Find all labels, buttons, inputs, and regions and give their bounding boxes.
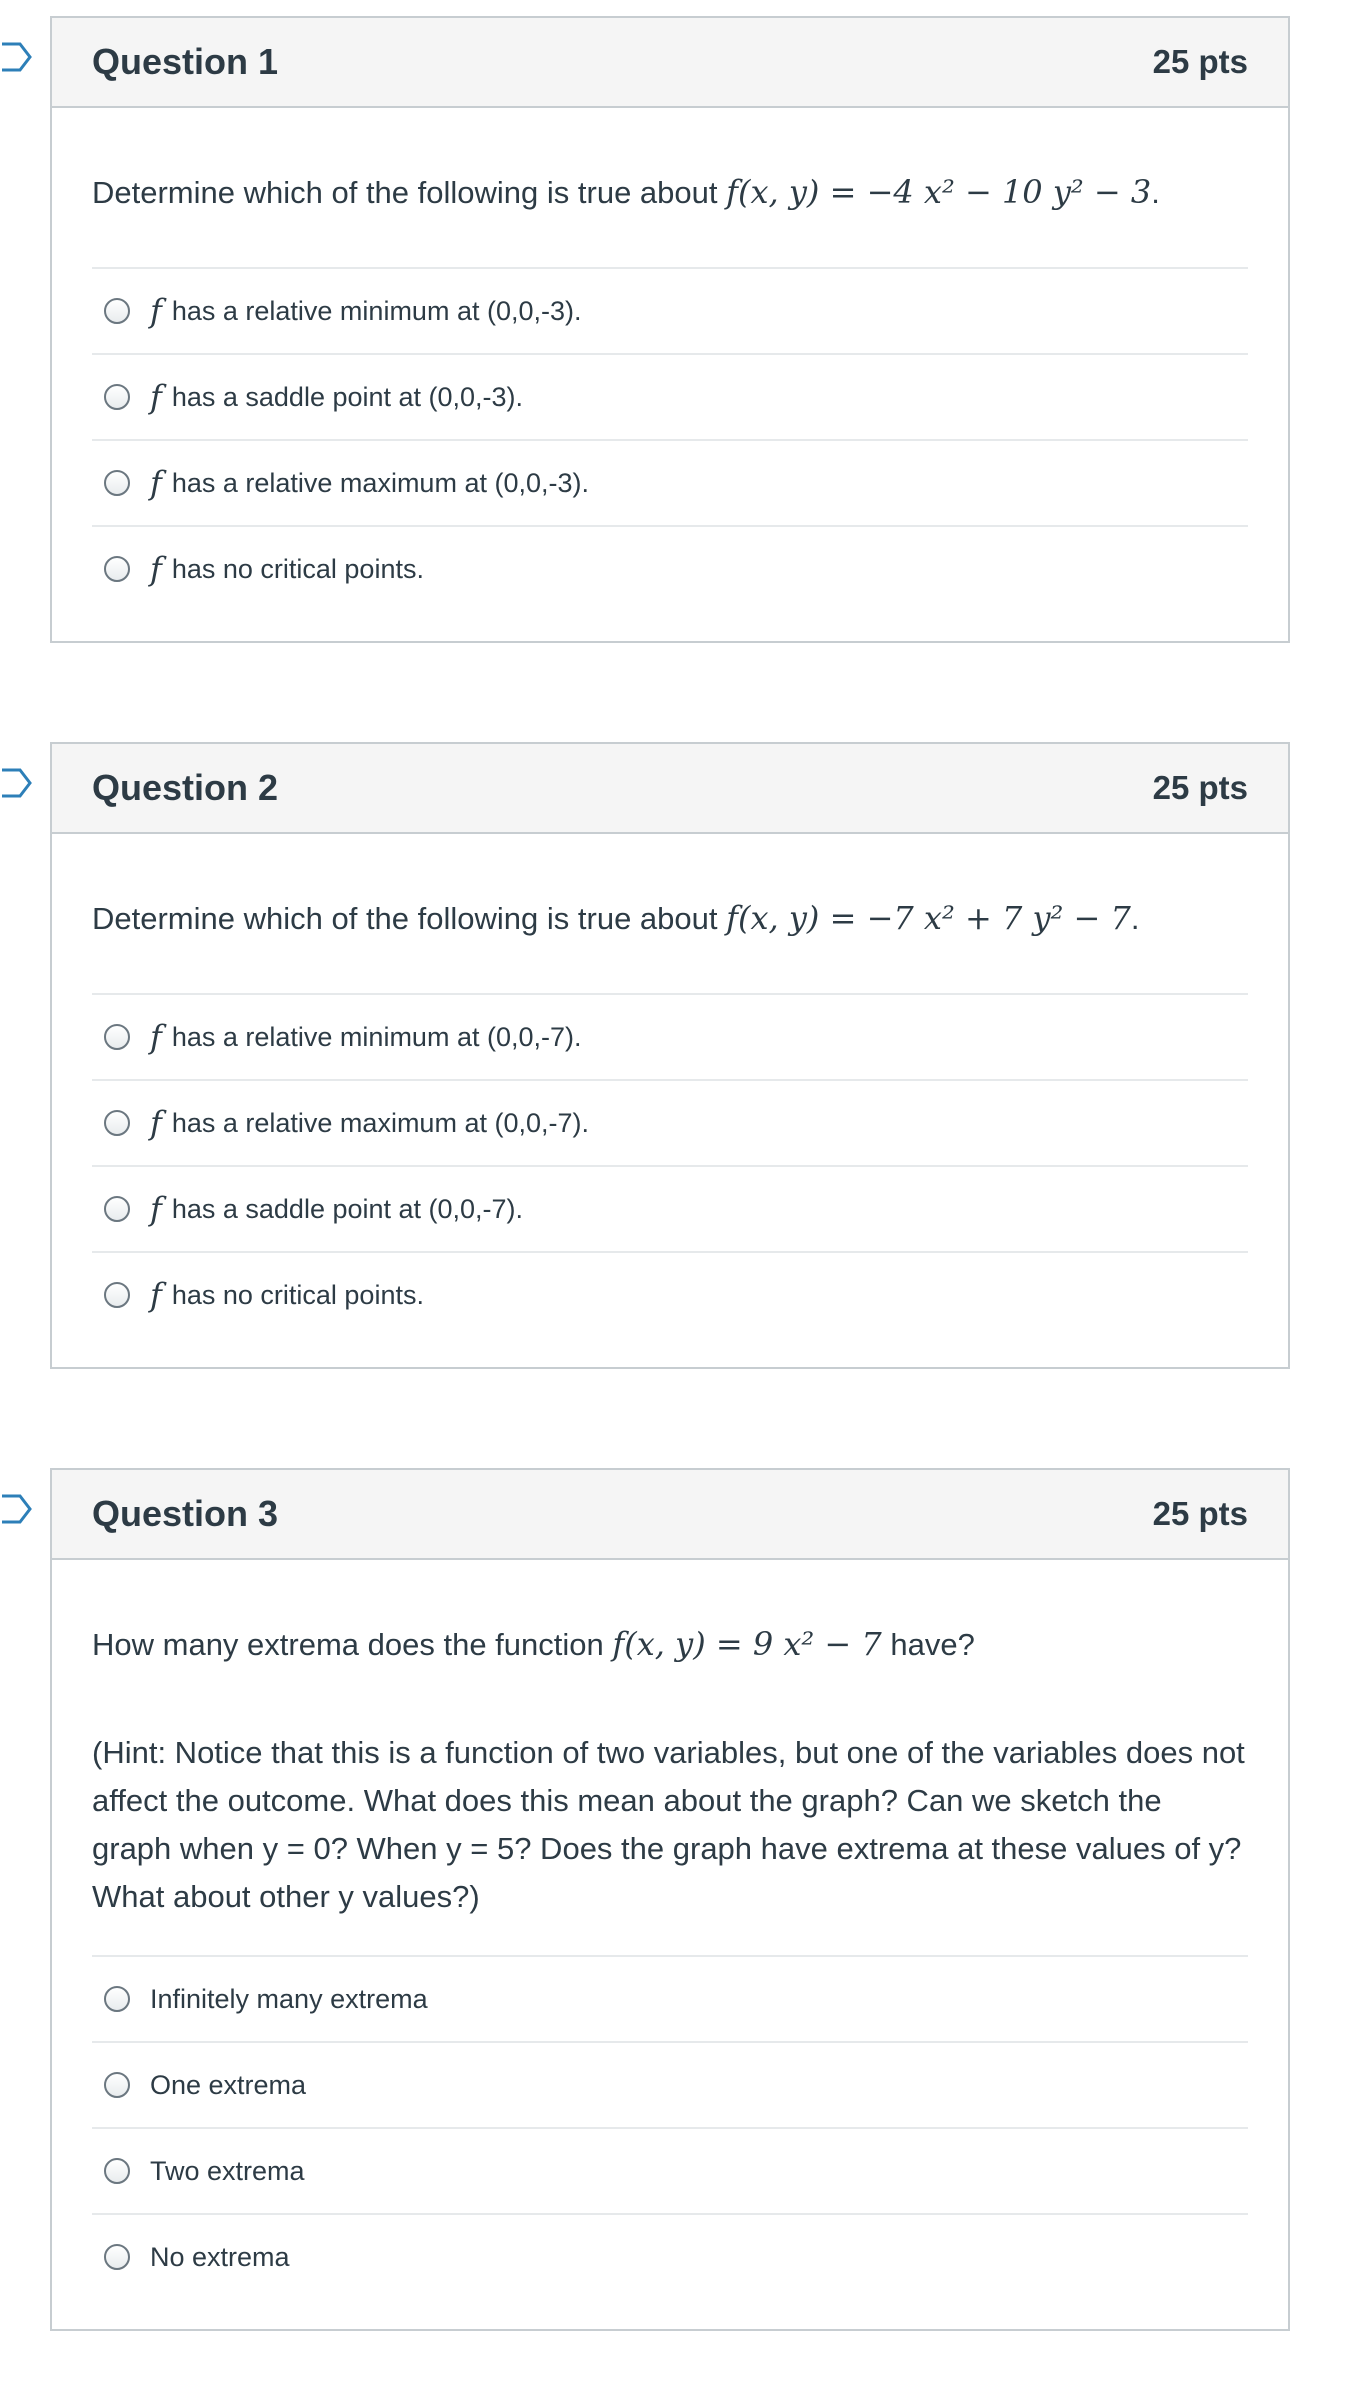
answer-label: has no critical points. [171,553,424,584]
math-variable: f [150,292,162,330]
prompt-text: Determine which of the following is true about [92,901,718,936]
math-formula: f(x, y) = −7 x² + 7 y² − 7 [726,899,1131,937]
question-hint: (Hint: Notice that this is a function of two variables, but one of the variables does not affect the outcome. What does this mean about the graph? Can we sketch the graph when y = 0? When y = 5? Does the graph have extrema at these values of y? What about other y values?) [92,1735,1245,1914]
answer-option[interactable] [92,439,1248,525]
question-body [52,1560,1288,2329]
answer-option[interactable] [92,267,1248,353]
answer-option[interactable] [92,525,1248,611]
radio-button[interactable] [104,384,130,410]
radio-button[interactable] [104,470,130,496]
answer-label: Infinitely many extrema [150,1983,428,2014]
question-3 [50,1468,1290,2331]
radio-button[interactable] [104,1986,130,2012]
answer-option[interactable] [92,2127,1248,2213]
math-variable: f [150,1104,162,1142]
answer-label: has a relative minimum at (0,0,-3). [171,295,582,326]
answer-option[interactable] [92,1251,1248,1337]
question-title: Question 3 [92,1493,279,1534]
question-prompt [92,1560,1248,1729]
radio-button[interactable] [104,2244,130,2270]
question-body [52,108,1288,641]
question-2 [50,742,1290,1369]
answer-list [92,993,1248,1337]
flag-question-icon[interactable] [0,1492,34,1526]
question-points: 25 pts [1152,769,1248,806]
answer-label: has a relative minimum at (0,0,-7). [171,1021,582,1052]
answer-label: No extrema [150,2241,290,2272]
radio-button[interactable] [104,2158,130,2184]
prompt-suffix: have? [890,1627,975,1662]
answer-list [92,267,1248,611]
question-title: Question 1 [92,41,279,82]
question-1 [50,16,1290,643]
prompt-text: How many extrema does the function [92,1627,604,1662]
math-variable: f [150,1190,162,1228]
answer-label: has a saddle point at (0,0,-7). [171,1193,524,1224]
answer-option[interactable] [92,353,1248,439]
radio-button[interactable] [104,298,130,324]
flag-question-icon[interactable] [0,40,34,74]
answer-option[interactable] [92,993,1248,1079]
math-formula: f(x, y) = 9 x² − 7 [612,1625,882,1663]
answer-option[interactable] [92,2213,1248,2299]
question-header [52,744,1288,834]
math-variable: f [150,1018,162,1056]
answer-option[interactable] [92,1165,1248,1251]
answer-list [92,1955,1248,2299]
prompt-suffix: . [1130,901,1140,936]
answer-label: has no critical points. [171,1279,424,1310]
radio-button[interactable] [104,2072,130,2098]
radio-button[interactable] [104,556,130,582]
math-variable: f [150,550,162,588]
radio-button[interactable] [104,1024,130,1050]
question-header [52,1470,1288,1560]
radio-button[interactable] [104,1196,130,1222]
answer-label: has a relative maximum at (0,0,-7). [171,1107,589,1138]
math-variable: f [150,378,162,416]
prompt-text: Determine which of the following is true about [92,175,718,210]
prompt-suffix: . [1151,175,1160,210]
question-points: 25 pts [1152,43,1248,80]
math-variable: f [150,464,162,502]
radio-button[interactable] [104,1110,130,1136]
question-title: Question 2 [92,767,279,808]
flag-question-icon[interactable] [0,766,34,800]
answer-label: One extrema [150,2069,307,2100]
answer-option[interactable] [92,1079,1248,1165]
question-body [52,834,1288,1367]
answer-label: has a relative maximum at (0,0,-3). [171,467,589,498]
math-formula: f(x, y) = −4 x² − 10 y² − 3 [726,173,1152,211]
math-variable: f [150,1276,162,1314]
question-prompt [92,108,1248,267]
answer-label: Two extrema [150,2155,305,2186]
question-header [52,18,1288,108]
answer-label: has a saddle point at (0,0,-3). [171,381,524,412]
answer-option[interactable] [92,2041,1248,2127]
answer-option[interactable] [92,1955,1248,2041]
question-points: 25 pts [1152,1495,1248,1532]
question-prompt [92,834,1248,993]
radio-button[interactable] [104,1282,130,1308]
